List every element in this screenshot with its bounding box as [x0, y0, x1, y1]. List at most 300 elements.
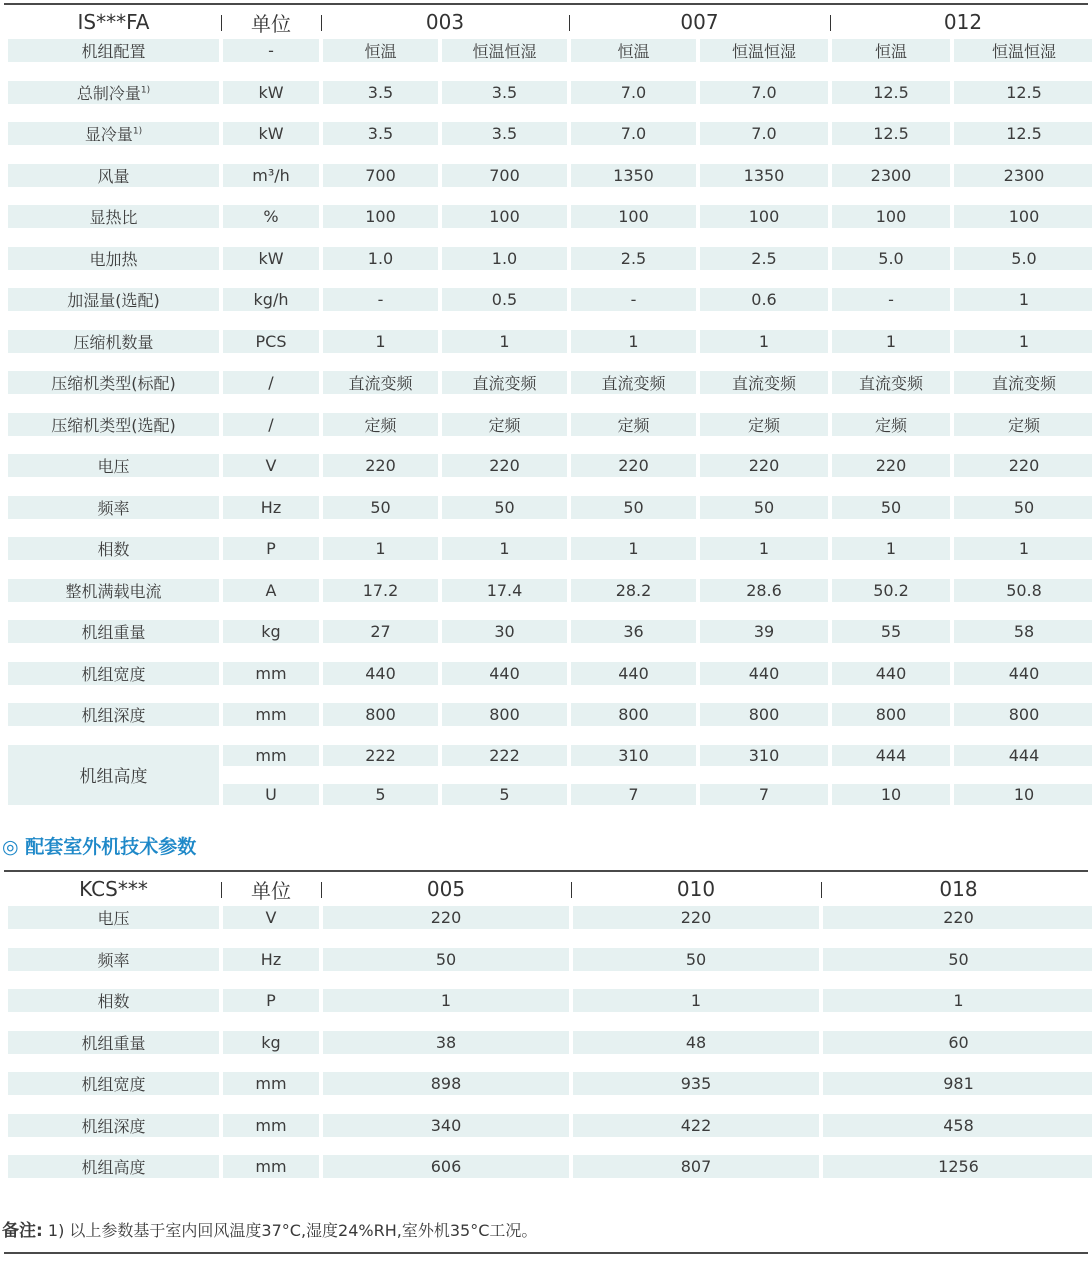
row-gap — [8, 1137, 1092, 1156]
param-value: 100 — [700, 205, 828, 228]
param-value: 3.5 — [442, 122, 567, 145]
row-gap-cell — [8, 519, 1092, 538]
param-value: 直流变频 — [442, 371, 567, 394]
param-value: 60 — [823, 1031, 1092, 1054]
param-value: 220 — [954, 454, 1092, 477]
param-label-text: 风量 — [97, 166, 130, 186]
outdoor-header-row — [8, 872, 1092, 906]
param-value: 48 — [573, 1031, 819, 1054]
param-value: 50 — [323, 496, 438, 519]
param-value: 直流变频 — [832, 371, 950, 394]
param-value: - — [571, 288, 696, 311]
param-value: 5 — [323, 784, 438, 805]
param-value: 1 — [700, 537, 828, 560]
row-gap — [8, 1095, 1092, 1114]
model-header: 003 — [323, 5, 567, 39]
outdoor-spec-table — [4, 872, 1092, 1178]
row-gap — [8, 602, 1092, 621]
row-gap — [8, 1012, 1092, 1031]
param-value: 7.0 — [700, 122, 828, 145]
param-label-text: 相数 — [97, 992, 130, 1011]
row-gap-cell — [8, 187, 1092, 206]
param-value: 340 — [323, 1114, 569, 1137]
unit-header: 单位 — [223, 5, 319, 39]
row-gap-cell — [8, 477, 1092, 496]
param-label — [8, 948, 219, 971]
param-value: 定频 — [571, 413, 696, 436]
row-gap — [8, 685, 1092, 704]
param-value: 440 — [571, 662, 696, 685]
footnote-text: 1) 以上参数基于室内回风温度37°C,湿度24%RH,室外机35°C工况。 — [47, 1221, 538, 1240]
row-gap-cell — [8, 560, 1092, 579]
param-label — [8, 39, 219, 62]
param-label-text: 压缩机类型(标配) — [51, 374, 176, 393]
param-label — [8, 579, 219, 602]
unit-header: 单位 — [223, 872, 319, 906]
param-value: 220 — [442, 454, 567, 477]
row-gap-cell — [442, 766, 567, 785]
table-row — [8, 537, 1092, 560]
param-label-text: 机组宽度 — [81, 664, 146, 684]
param-value: 800 — [442, 703, 567, 726]
param-value: 898 — [323, 1072, 569, 1095]
param-label — [8, 288, 219, 311]
table-row — [8, 205, 1092, 228]
param-value: 17.2 — [323, 579, 438, 602]
row-gap-cell — [8, 270, 1092, 289]
param-value: 3.5 — [323, 122, 438, 145]
param-label — [8, 989, 219, 1012]
param-label — [8, 164, 219, 187]
param-value: 800 — [323, 703, 438, 726]
model-header: 018 — [939, 877, 978, 901]
param-label-text: 机组配置 — [81, 42, 146, 61]
row-gap-cell — [223, 766, 319, 785]
param-value: 700 — [323, 164, 438, 187]
row-gap-cell — [8, 62, 1092, 81]
param-label-text: 压缩机数量 — [73, 332, 154, 352]
param-value: 310 — [571, 745, 696, 766]
param-value: 1 — [442, 537, 567, 560]
param-unit: Hz — [223, 948, 319, 971]
param-value: 12.5 — [954, 122, 1092, 145]
param-value: 220 — [823, 906, 1092, 929]
param-unit: m³/h — [223, 164, 319, 187]
param-value: 2.5 — [700, 247, 828, 270]
table-row — [8, 948, 1092, 971]
param-value: 3.5 — [442, 81, 567, 104]
param-value: 422 — [573, 1114, 819, 1137]
row-gap-cell — [571, 766, 696, 785]
param-label — [8, 371, 219, 394]
param-value: 定频 — [323, 413, 438, 436]
param-label-text: 压缩机类型(选配) — [51, 415, 176, 435]
row-gap — [8, 1054, 1092, 1073]
param-unit: kg — [223, 1031, 319, 1054]
param-value: 100 — [832, 205, 950, 228]
param-value: 220 — [832, 454, 950, 477]
param-value: 恒温 — [832, 39, 950, 62]
param-value: 58 — [954, 620, 1092, 643]
row-gap-cell — [8, 929, 1092, 948]
param-value: 220 — [323, 906, 569, 929]
param-value: 935 — [573, 1072, 819, 1095]
table-row — [8, 745, 1092, 766]
param-value: 1.0 — [442, 247, 567, 270]
model-header: 007 — [571, 5, 828, 39]
param-unit: / — [223, 413, 319, 436]
param-value: 10 — [832, 784, 950, 805]
param-value: 定频 — [954, 413, 1092, 436]
param-value: 1 — [571, 537, 696, 560]
param-value: 440 — [700, 662, 828, 685]
row-gap — [8, 394, 1092, 413]
row-gap — [8, 270, 1092, 289]
row-gap-cell — [8, 104, 1092, 123]
row-gap — [8, 643, 1092, 662]
param-label-text: 机组深度 — [81, 1116, 146, 1136]
param-value: 27 — [323, 620, 438, 643]
param-value: 1 — [832, 537, 950, 560]
param-label — [8, 496, 219, 519]
param-value: 100 — [571, 205, 696, 228]
table-row — [8, 288, 1092, 311]
row-gap-cell — [8, 1054, 1092, 1073]
footnote-marker: 1) — [140, 85, 151, 96]
param-value: 310 — [700, 745, 828, 766]
param-value: 700 — [442, 164, 567, 187]
param-value: 直流变频 — [700, 371, 828, 394]
param-unit: kW — [223, 247, 319, 270]
param-value: 606 — [323, 1155, 569, 1178]
param-value: 50 — [323, 948, 569, 971]
footnote — [2, 1216, 537, 1241]
table-row — [8, 454, 1092, 477]
param-label — [8, 537, 219, 560]
param-value: 12.5 — [954, 81, 1092, 104]
param-value: 2300 — [954, 164, 1092, 187]
row-gap-cell — [8, 311, 1092, 330]
param-value: 12.5 — [832, 122, 950, 145]
param-value: 定频 — [700, 413, 828, 436]
param-value: 222 — [323, 745, 438, 766]
param-value: 1 — [954, 330, 1092, 353]
row-gap-cell — [954, 766, 1092, 785]
param-value: 1 — [700, 330, 828, 353]
row-gap-cell — [8, 1095, 1092, 1114]
table-row — [8, 989, 1092, 1012]
param-unit: P — [223, 537, 319, 560]
param-value: 1 — [823, 989, 1092, 1012]
param-value: 恒温恒湿 — [700, 39, 828, 62]
param-value: 440 — [832, 662, 950, 685]
param-value: 2300 — [832, 164, 950, 187]
footnote-label: 备注: — [2, 1221, 43, 1241]
row-gap — [8, 519, 1092, 538]
param-value: 30 — [442, 620, 567, 643]
table-row — [8, 620, 1092, 643]
param-value: 100 — [442, 205, 567, 228]
row-gap-cell — [8, 353, 1092, 372]
param-value: 50 — [442, 496, 567, 519]
param-value: 恒温 — [323, 39, 438, 62]
indoor-spec-table — [4, 5, 1092, 805]
table-row — [8, 39, 1092, 62]
param-value: 定频 — [442, 413, 567, 436]
param-value: 50 — [571, 496, 696, 519]
row-gap-cell — [8, 971, 1092, 990]
row-gap-cell — [832, 766, 950, 785]
param-value: 1256 — [823, 1155, 1092, 1178]
param-unit: kW — [223, 122, 319, 145]
param-value: 5.0 — [954, 247, 1092, 270]
param-label — [8, 413, 219, 436]
row-gap-cell — [8, 602, 1092, 621]
param-label-text: 机组高度 — [81, 1158, 146, 1177]
param-value: 50.8 — [954, 579, 1092, 602]
param-value: 恒温恒湿 — [954, 39, 1092, 62]
param-label-text: 相数 — [97, 540, 130, 559]
param-value: 1 — [954, 537, 1092, 560]
param-value: 1350 — [700, 164, 828, 187]
param-value: 458 — [823, 1114, 1092, 1137]
param-value: 50 — [700, 496, 828, 519]
param-unit: - — [223, 39, 319, 62]
param-label — [8, 454, 219, 477]
table-row — [8, 1072, 1092, 1095]
table-row — [8, 703, 1092, 726]
param-unit: A — [223, 579, 319, 602]
param-value: 3.5 — [323, 81, 438, 104]
param-unit: mm — [223, 745, 319, 766]
row-gap — [8, 560, 1092, 579]
param-value: 7.0 — [571, 122, 696, 145]
row-gap — [8, 726, 1092, 745]
param-unit: mm — [223, 1114, 319, 1137]
param-label — [8, 205, 219, 228]
model-series-header: KCS*** — [8, 872, 219, 906]
table-row — [8, 579, 1092, 602]
param-unit: V — [223, 454, 319, 477]
param-label-text: 频率 — [97, 950, 130, 970]
model-header: 005 — [323, 872, 569, 906]
param-value: 50 — [573, 948, 819, 971]
param-value: 0.6 — [700, 288, 828, 311]
param-label-text: 整机满载电流 — [65, 581, 162, 601]
param-unit: mm — [223, 1155, 319, 1178]
param-label-text: 机组深度 — [81, 706, 146, 725]
param-label-text: 电压 — [97, 457, 130, 476]
table-row — [8, 247, 1092, 270]
model-header: 010 — [573, 872, 819, 906]
row-gap-cell — [8, 1137, 1092, 1156]
table-row — [8, 164, 1092, 187]
param-label — [8, 247, 219, 270]
param-value: - — [323, 288, 438, 311]
param-unit: Hz — [223, 496, 319, 519]
param-label — [8, 1155, 219, 1178]
bottom-rule — [4, 1252, 1088, 1254]
param-value: 12.5 — [832, 81, 950, 104]
param-label-text: 显冷量 — [84, 125, 133, 144]
row-gap-cell — [8, 145, 1092, 164]
model-header: 012 — [943, 10, 983, 34]
param-value: 220 — [700, 454, 828, 477]
param-value: 55 — [832, 620, 950, 643]
row-gap — [8, 104, 1092, 123]
table-row — [8, 81, 1092, 104]
param-value: 28.6 — [700, 579, 828, 602]
param-unit: kg — [223, 620, 319, 643]
param-unit: U — [223, 784, 319, 805]
section-title: ◎ 配套室外机技术参数 — [2, 836, 197, 858]
row-gap-cell — [8, 436, 1092, 455]
indoor-header-row — [8, 5, 1092, 39]
param-value: 981 — [823, 1072, 1092, 1095]
param-value: 800 — [700, 703, 828, 726]
row-gap — [8, 477, 1092, 496]
param-unit: kg/h — [223, 288, 319, 311]
param-value: 440 — [323, 662, 438, 685]
param-value: 1350 — [571, 164, 696, 187]
param-value: - — [832, 288, 950, 311]
table-row — [8, 662, 1092, 685]
param-label-text: 电压 — [97, 909, 130, 928]
param-label-text: 频率 — [97, 498, 130, 518]
param-unit: PCS — [223, 330, 319, 353]
table-row — [8, 1114, 1092, 1137]
param-unit: / — [223, 371, 319, 394]
param-value: 1 — [954, 288, 1092, 311]
param-value: 恒温恒湿 — [442, 39, 567, 62]
param-value: 50 — [954, 496, 1092, 519]
param-value: 50.2 — [832, 579, 950, 602]
param-label — [8, 1114, 219, 1137]
row-gap-cell — [8, 726, 1092, 745]
param-value: 1 — [832, 330, 950, 353]
param-value: 7.0 — [700, 81, 828, 104]
param-value: 440 — [442, 662, 567, 685]
param-value: 1 — [323, 330, 438, 353]
table-row — [8, 1031, 1092, 1054]
row-gap-cell — [8, 394, 1092, 413]
table-row — [8, 1155, 1092, 1178]
param-label — [8, 662, 219, 685]
footnote-marker: 1) — [132, 126, 143, 137]
row-gap — [8, 311, 1092, 330]
param-value: 220 — [323, 454, 438, 477]
table-row — [8, 413, 1092, 436]
param-label — [8, 122, 219, 145]
param-value: 39 — [700, 620, 828, 643]
param-value: 444 — [832, 745, 950, 766]
param-value: 1 — [573, 989, 819, 1012]
param-value: 2.5 — [571, 247, 696, 270]
row-gap — [8, 929, 1092, 948]
param-value: 7 — [571, 784, 696, 805]
table-row — [8, 122, 1092, 145]
param-label — [8, 1072, 219, 1095]
row-gap-cell — [8, 685, 1092, 704]
param-value: 5.0 — [832, 247, 950, 270]
param-value: 恒温 — [571, 39, 696, 62]
param-value: 1 — [323, 537, 438, 560]
param-value: 1.0 — [323, 247, 438, 270]
row-gap-cell — [700, 766, 828, 785]
param-value: 1 — [323, 989, 569, 1012]
row-gap — [8, 228, 1092, 247]
table-row — [8, 496, 1092, 519]
param-value: 444 — [954, 745, 1092, 766]
row-gap — [8, 436, 1092, 455]
param-value: 100 — [323, 205, 438, 228]
param-value: 7.0 — [571, 81, 696, 104]
param-unit: kW — [223, 81, 319, 104]
param-label — [8, 81, 219, 104]
param-value: 100 — [954, 205, 1092, 228]
param-value: 36 — [571, 620, 696, 643]
param-unit: mm — [223, 1072, 319, 1095]
param-value: 10 — [954, 784, 1092, 805]
param-unit: mm — [223, 662, 319, 685]
param-label-text: 显热比 — [89, 208, 138, 227]
param-unit: V — [223, 906, 319, 929]
param-label — [8, 620, 219, 643]
table-row — [8, 906, 1092, 929]
param-value: 直流变频 — [954, 371, 1092, 394]
param-label — [8, 330, 219, 353]
param-value: 800 — [832, 703, 950, 726]
param-value: 5 — [442, 784, 567, 805]
row-gap — [8, 353, 1092, 372]
row-gap-cell — [8, 228, 1092, 247]
param-label-text: 总制冷量 — [76, 83, 141, 103]
param-value: 38 — [323, 1031, 569, 1054]
table-row — [8, 371, 1092, 394]
row-gap-cell — [8, 643, 1092, 662]
param-value: 807 — [573, 1155, 819, 1178]
param-label-text: 电加热 — [89, 249, 138, 269]
param-label-text: 机组重量 — [81, 1033, 146, 1053]
param-value: 直流变频 — [571, 371, 696, 394]
row-gap — [8, 62, 1092, 81]
param-label: 机组高度 — [8, 745, 219, 806]
param-value: 28.2 — [571, 579, 696, 602]
param-value: 220 — [573, 906, 819, 929]
param-value: 直流变频 — [323, 371, 438, 394]
model-series-header: IS***FA — [8, 5, 219, 39]
param-label-text: 机组重量 — [81, 623, 146, 642]
param-value: 222 — [442, 745, 567, 766]
param-label — [8, 906, 219, 929]
param-unit: P — [223, 989, 319, 1012]
param-unit: mm — [223, 703, 319, 726]
table-row — [8, 330, 1092, 353]
param-value: 440 — [954, 662, 1092, 685]
param-value: 7 — [700, 784, 828, 805]
param-value: 定频 — [832, 413, 950, 436]
param-value: 0.5 — [442, 288, 567, 311]
param-value: 800 — [954, 703, 1092, 726]
param-value: 50 — [832, 496, 950, 519]
param-value: 17.4 — [442, 579, 567, 602]
param-label-text: 机组宽度 — [81, 1075, 146, 1094]
param-label — [8, 703, 219, 726]
row-gap — [8, 145, 1092, 164]
param-label — [8, 1031, 219, 1054]
row-gap-cell — [8, 1012, 1092, 1031]
param-label-text: 加湿量(选配) — [67, 291, 160, 310]
